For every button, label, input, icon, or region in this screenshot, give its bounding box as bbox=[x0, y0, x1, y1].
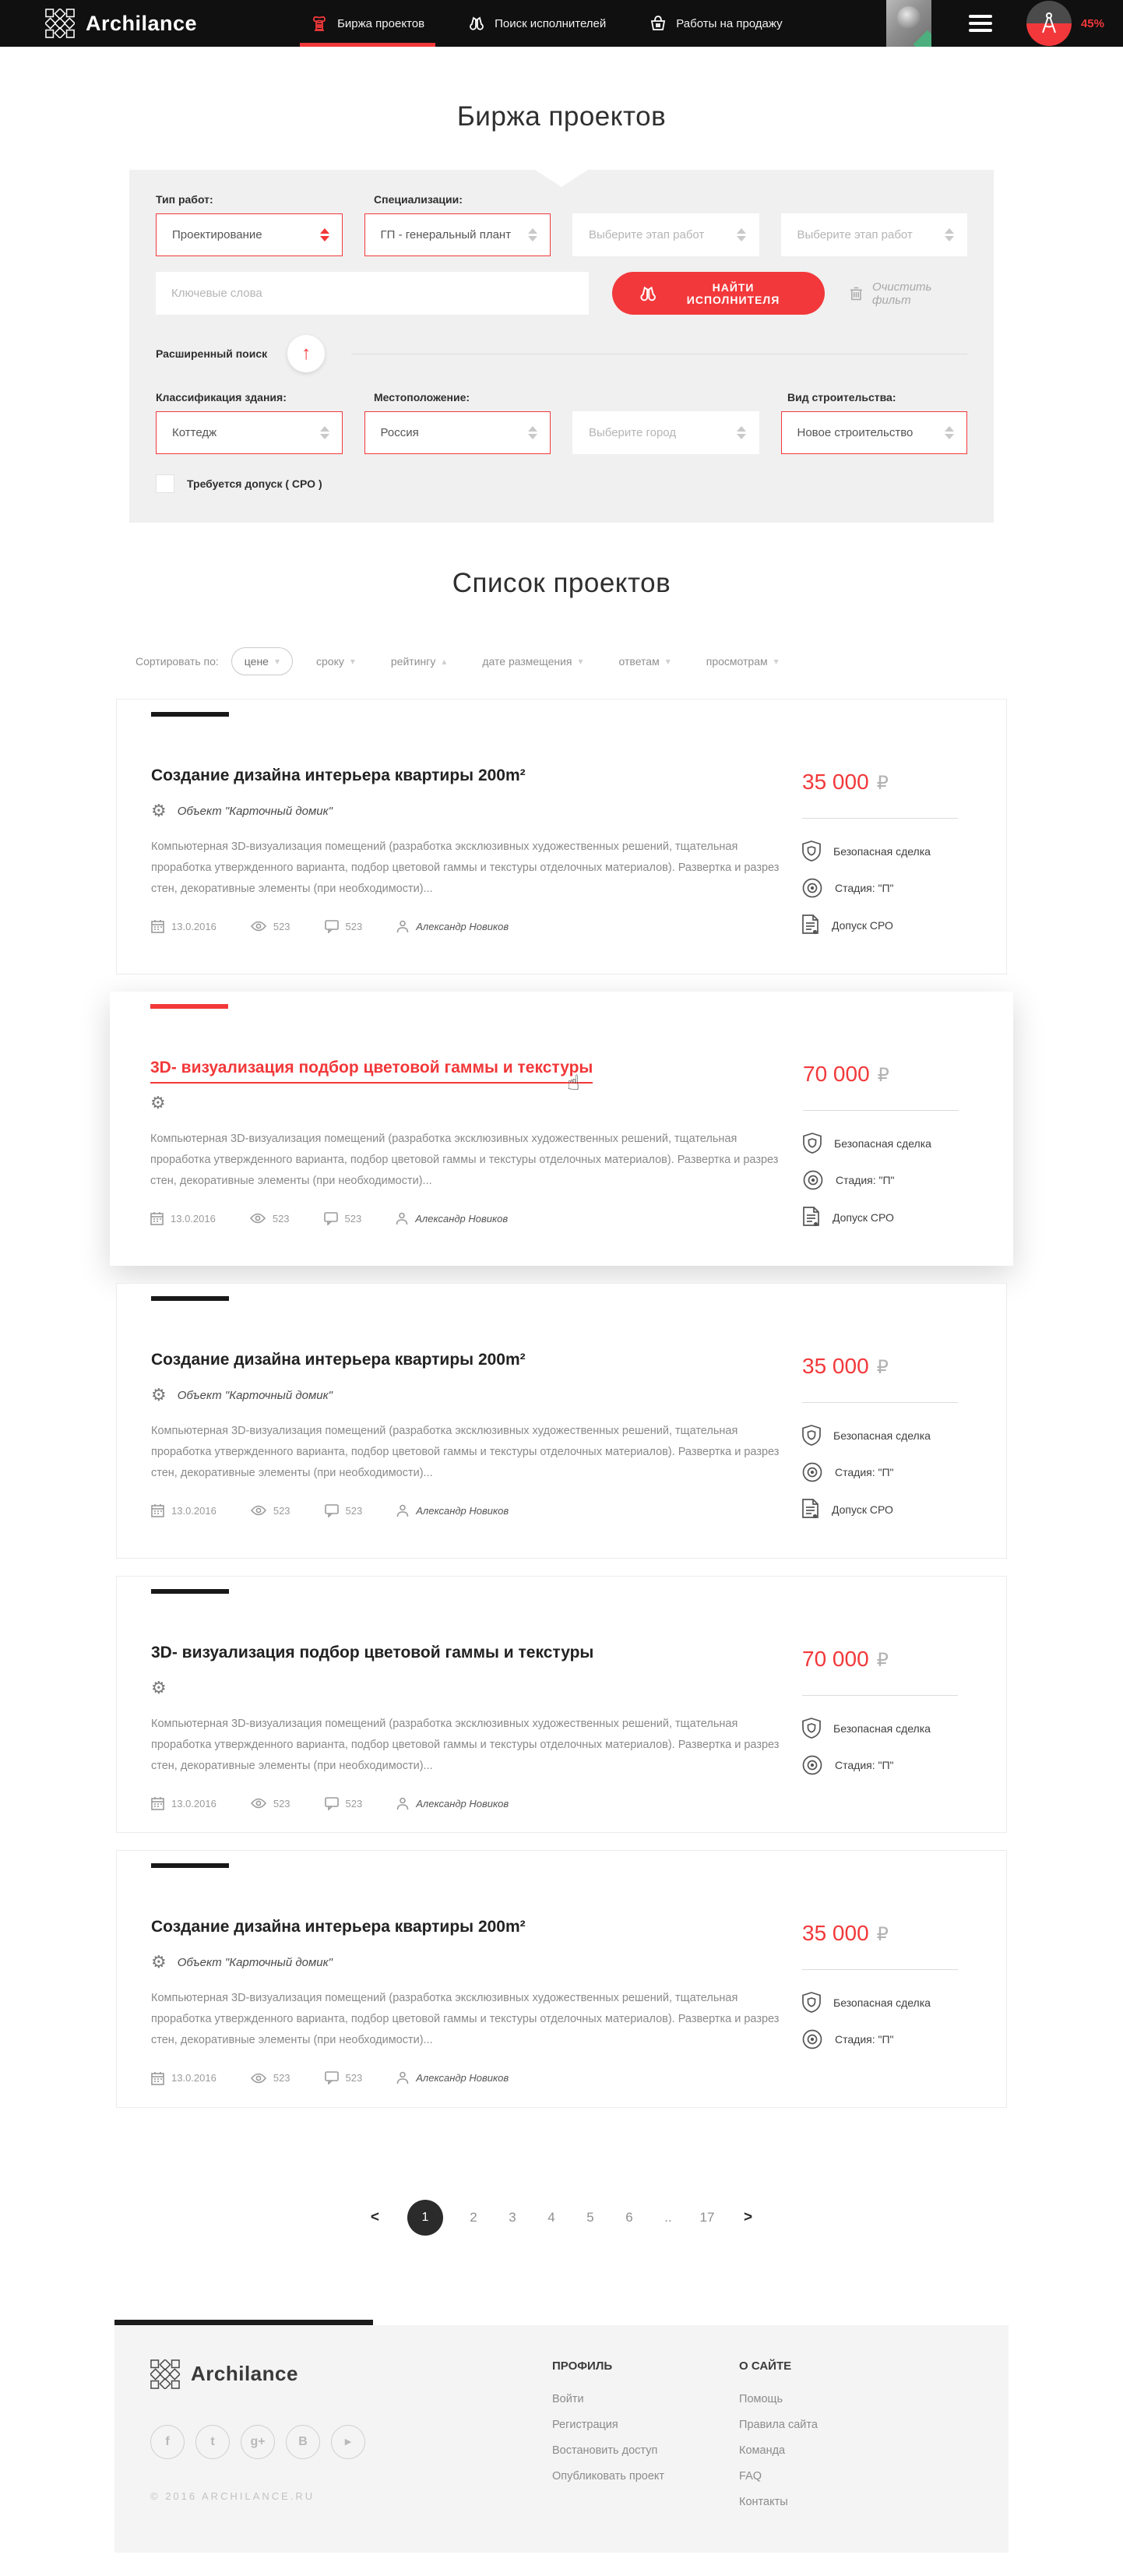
stage-icon bbox=[802, 2029, 822, 2049]
badge-label: Стадия: "П" bbox=[835, 1759, 894, 1771]
select-work-stage-1[interactable] bbox=[572, 213, 759, 256]
author-value: Александр Новиков bbox=[416, 2072, 509, 2084]
badge-label: Допуск СРО bbox=[832, 918, 893, 932]
page-5[interactable]: 5 bbox=[586, 2209, 594, 2225]
object-label: Объект "Карточный домик" bbox=[177, 804, 333, 818]
gear-icon: ⚙ bbox=[150, 1093, 166, 1112]
views-meta bbox=[251, 2072, 290, 2084]
sro-badge bbox=[802, 1499, 972, 1520]
nav-item-projects-exchange[interactable] bbox=[289, 0, 446, 47]
comments-meta bbox=[325, 1797, 363, 1810]
spec-label: Специализации: bbox=[374, 193, 463, 206]
views-value: 523 bbox=[273, 1504, 290, 1517]
sro-badge bbox=[803, 1207, 973, 1228]
advanced-search-label: Расширенный поиск bbox=[156, 347, 268, 360]
stage-icon bbox=[802, 1755, 822, 1775]
sort-arrow-icon: ▾ bbox=[350, 656, 355, 667]
safe-deal-badge bbox=[802, 840, 972, 862]
card-marker bbox=[151, 1863, 229, 1868]
footer-brand[interactable] bbox=[150, 2359, 477, 2389]
youtube-icon[interactable]: ▶ bbox=[331, 2425, 365, 2459]
sort-option-label: сроку bbox=[316, 655, 344, 668]
footer-link-register[interactable]: Регистрация bbox=[552, 2418, 618, 2431]
document-icon bbox=[802, 1499, 819, 1520]
stage-badge bbox=[802, 1755, 972, 1775]
person-icon bbox=[396, 1212, 408, 1225]
shield-icon bbox=[802, 1718, 821, 1739]
chevron-updown-icon bbox=[320, 228, 329, 241]
brand-name: Archilance bbox=[86, 11, 198, 35]
sort-option-label: просмотрам bbox=[706, 655, 768, 668]
header-right bbox=[886, 0, 1123, 47]
top-header bbox=[0, 0, 1123, 47]
badge-label: Стадия: "П" bbox=[835, 2033, 894, 2046]
select-specialization[interactable] bbox=[364, 213, 551, 256]
sort-by-answers[interactable] bbox=[619, 655, 671, 668]
select-city[interactable] bbox=[572, 411, 759, 454]
ruble-sign: ₽ bbox=[876, 1356, 889, 1378]
footer-profile-column bbox=[552, 2359, 664, 2521]
footer-brand-name: Archilance bbox=[191, 2362, 298, 2386]
construction-type-label: Вид строительства: bbox=[787, 391, 896, 403]
comments-value: 523 bbox=[344, 1212, 362, 1225]
author-meta[interactable] bbox=[396, 2071, 509, 2084]
eye-icon bbox=[251, 921, 266, 932]
author-meta[interactable] bbox=[396, 1212, 508, 1225]
nav-label: Поиск исполнителей bbox=[495, 16, 607, 30]
date-value: 13.0.2016 bbox=[171, 1504, 217, 1517]
profile-progress: 45% bbox=[1080, 16, 1104, 30]
calendar-icon bbox=[150, 1211, 164, 1225]
sort-arrow-icon: ▾ bbox=[578, 656, 583, 667]
select-value: ГП - генеральный плант bbox=[380, 228, 512, 241]
views-value: 523 bbox=[273, 2072, 290, 2084]
date-meta bbox=[151, 1503, 217, 1517]
object-row bbox=[151, 1954, 797, 1971]
views-meta bbox=[251, 1798, 290, 1810]
footer-section bbox=[110, 2320, 1013, 2553]
divider bbox=[803, 1110, 959, 1111]
select-value: Выберите город bbox=[589, 426, 677, 439]
stage-icon bbox=[802, 878, 822, 898]
sort-option-label: ответам bbox=[618, 655, 660, 668]
card-marker bbox=[151, 1589, 229, 1594]
document-icon bbox=[803, 1207, 820, 1228]
nav-label: Работы на продажу bbox=[676, 16, 783, 30]
gear-icon: ⚙ bbox=[151, 801, 167, 820]
find-performer-label: НАЙТИ ИСПОЛНИТЕЛЯ bbox=[686, 280, 780, 306]
footer-link-contacts[interactable]: Контакты bbox=[739, 2495, 788, 2508]
eye-icon bbox=[250, 1213, 266, 1224]
stage-icon bbox=[802, 1462, 822, 1482]
clear-filter-button[interactable] bbox=[850, 280, 967, 307]
person-icon bbox=[396, 2071, 409, 2084]
date-meta bbox=[151, 919, 217, 933]
calendar-icon bbox=[151, 919, 164, 933]
project-title[interactable]: 3D- визуализация подбор цветовой гаммы и текстуры bbox=[151, 1644, 594, 1662]
date-meta bbox=[150, 1211, 216, 1225]
brand[interactable] bbox=[0, 0, 197, 47]
safe-deal-badge bbox=[802, 1425, 972, 1446]
stage-icon bbox=[803, 1170, 823, 1190]
chevron-updown-icon bbox=[528, 426, 537, 439]
gear-icon: ⚙ bbox=[151, 1678, 167, 1697]
calendar-icon bbox=[151, 1503, 164, 1517]
author-value: Александр Новиков bbox=[415, 1212, 509, 1225]
author-meta[interactable] bbox=[396, 1797, 509, 1810]
sort-by-price[interactable] bbox=[231, 647, 293, 675]
page-ellipsis: .. bbox=[664, 2209, 672, 2225]
shield-icon bbox=[802, 840, 821, 862]
nav-item-works-for-sale[interactable] bbox=[628, 0, 804, 47]
comment-icon bbox=[325, 920, 339, 933]
footer-link-restore-access[interactable]: Востановить доступ bbox=[552, 2444, 658, 2457]
divider bbox=[802, 1695, 958, 1696]
select-value: Выберите этап работ bbox=[797, 228, 913, 241]
page-2[interactable]: 2 bbox=[470, 2209, 477, 2225]
project-title[interactable]: Создание дизайна интерьера квартиры 200m² bbox=[151, 766, 526, 784]
card-marker bbox=[151, 1296, 229, 1301]
chevron-updown-icon bbox=[737, 426, 746, 439]
nav-label: Биржа проектов bbox=[337, 16, 425, 30]
sro-checkbox[interactable] bbox=[156, 474, 174, 493]
project-card[interactable] bbox=[116, 1576, 1007, 1833]
sort-row bbox=[110, 647, 1013, 675]
views-value: 523 bbox=[273, 920, 290, 932]
sort-by-term[interactable] bbox=[316, 655, 355, 668]
safe-deal-badge bbox=[802, 1718, 972, 1739]
sort-label: Сортировать по: bbox=[136, 655, 219, 668]
clear-filter-label: Очистить фильт bbox=[871, 280, 932, 307]
gear-icon: ⚙ bbox=[151, 1952, 167, 1972]
profile-photo[interactable] bbox=[886, 0, 931, 47]
card-marker bbox=[151, 712, 229, 717]
chevron-updown-icon bbox=[945, 426, 954, 439]
badge-label: Стадия: "П" bbox=[835, 1466, 894, 1478]
sort-option-label: дате размещения bbox=[482, 655, 572, 668]
badge-list bbox=[802, 1992, 972, 2049]
footer-link-publish-project[interactable]: Опубликовать проект bbox=[552, 2469, 665, 2483]
footer-link-team[interactable]: Команда bbox=[739, 2444, 786, 2457]
calendar-icon bbox=[151, 2071, 164, 2085]
location-label: Местоположение: bbox=[374, 391, 470, 403]
project-card[interactable] bbox=[116, 1283, 1007, 1559]
author-meta[interactable] bbox=[396, 1504, 509, 1517]
shield-icon bbox=[802, 1992, 821, 2013]
sro-badge bbox=[802, 914, 972, 936]
comments-value: 523 bbox=[345, 1797, 363, 1810]
about-column-title: О САЙТЕ bbox=[739, 2359, 792, 2373]
stage-badge bbox=[802, 2029, 972, 2049]
author-value: Александр Новиков bbox=[416, 920, 509, 932]
card-marker bbox=[150, 1004, 228, 1009]
person-icon bbox=[396, 1797, 409, 1810]
sort-arrow-icon: ▾ bbox=[665, 656, 671, 667]
chevron-updown-icon bbox=[945, 228, 954, 241]
ruble-sign: ₽ bbox=[876, 1649, 889, 1671]
filter-panel bbox=[129, 170, 994, 523]
select-value: Коттедж bbox=[172, 426, 217, 439]
ruble-sign: ₽ bbox=[877, 1064, 889, 1086]
project-description: Компьютерная 3D-визуализация помещений (разработка эксклюзивных художественных решений, тщательная проработка утвержденного варианта, подбор цветовой гаммы и текстуры отделочных материалов). Развертка и разрез стен, декоративные элементы (при необходимости)... bbox=[150, 1133, 779, 1187]
comment-icon bbox=[325, 1797, 339, 1810]
archilance-logo-icon bbox=[45, 9, 75, 38]
archilance-logo-icon bbox=[150, 2359, 180, 2389]
pagination bbox=[110, 2200, 1013, 2236]
footer-link-faq[interactable]: FAQ bbox=[739, 2469, 762, 2483]
comments-value: 523 bbox=[345, 1504, 363, 1517]
project-description: Компьютерная 3D-визуализация помещений (разработка эксклюзивных художественных решений, тщательная проработка утвержденного варианта, подбор цветовой гаммы и текстуры отделочных материалов). Развертка и разрез стен, декоративные элементы (при необходимости)... bbox=[151, 1992, 780, 2047]
price-value: 35 000 bbox=[802, 1354, 869, 1378]
footer bbox=[114, 2325, 1009, 2553]
project-description: Компьютерная 3D-визуализация помещений (разработка эксклюзивных художественных решений, тщательная проработка утвержденного варианта, подбор цветовой гаммы и текстуры отделочных материалов). Развертка и разрез стен, декоративные элементы (при необходимости)... bbox=[151, 1425, 780, 1479]
comment-icon bbox=[325, 1504, 339, 1517]
project-list bbox=[110, 699, 1013, 2125]
views-meta bbox=[251, 1505, 290, 1517]
document-icon bbox=[802, 914, 819, 936]
views-value: 523 bbox=[273, 1797, 290, 1810]
binoculars-icon bbox=[639, 284, 657, 303]
twitter-icon[interactable]: t bbox=[195, 2425, 230, 2459]
nav-item-find-performers[interactable] bbox=[446, 0, 628, 47]
object-label: Объект "Карточный домик" bbox=[177, 1388, 333, 1402]
page-title: Биржа проектов bbox=[456, 101, 667, 132]
shield-icon bbox=[803, 1133, 822, 1154]
author-meta[interactable] bbox=[396, 920, 509, 933]
comment-icon bbox=[324, 1212, 338, 1225]
date-meta bbox=[151, 2071, 217, 2085]
date-meta bbox=[151, 1796, 217, 1810]
calendar-icon bbox=[151, 1796, 164, 1810]
comment-icon bbox=[325, 2071, 339, 2084]
badge-label: Допуск СРО bbox=[833, 1210, 894, 1224]
ruble-sign: ₽ bbox=[876, 1923, 889, 1946]
type-label: Тип работ: bbox=[156, 193, 213, 206]
select-value: Проектирование bbox=[172, 228, 262, 241]
project-card[interactable] bbox=[110, 992, 1013, 1266]
person-icon bbox=[396, 1504, 409, 1517]
safe-deal-badge bbox=[803, 1133, 973, 1154]
badge-list bbox=[802, 1718, 972, 1775]
select-work-stage-2[interactable] bbox=[781, 213, 968, 256]
object-row bbox=[151, 1679, 797, 1697]
date-value: 13.0.2016 bbox=[171, 2072, 217, 2084]
basket-icon bbox=[650, 15, 667, 32]
object-row bbox=[150, 1094, 797, 1112]
views-value: 523 bbox=[272, 1212, 290, 1225]
project-title[interactable]: Создание дизайна интерьера квартиры 200m² bbox=[151, 1351, 526, 1369]
sro-checkbox-label: Требуется допуск ( СРО ) bbox=[187, 477, 322, 490]
person-icon bbox=[396, 920, 409, 933]
badge-label: Стадия: "П" bbox=[835, 882, 894, 894]
badge-label: Безопасная сделка bbox=[833, 1429, 931, 1442]
project-title[interactable]: 3D- визуализация подбор цветовой гаммы и текстуры ☝ bbox=[150, 1059, 593, 1094]
badge-label: Стадия: "П" bbox=[836, 1174, 895, 1186]
comments-meta bbox=[325, 2071, 363, 2084]
cursor-hand-icon: ☝ bbox=[567, 1071, 580, 1094]
select-work-type[interactable] bbox=[156, 213, 343, 256]
collapse-arrow-icon[interactable]: ↑ bbox=[287, 335, 325, 372]
eye-icon bbox=[251, 2073, 266, 2084]
footer-top-bar bbox=[114, 2320, 373, 2325]
eye-icon bbox=[251, 1505, 266, 1516]
badge-list bbox=[802, 1425, 972, 1520]
badge-label: Безопасная сделка bbox=[834, 1136, 931, 1150]
page-17[interactable]: 17 bbox=[699, 2209, 715, 2225]
stage-badge bbox=[802, 1462, 972, 1482]
compass-icon bbox=[1039, 12, 1059, 35]
price-value: 70 000 bbox=[803, 1062, 870, 1086]
facebook-icon[interactable]: f bbox=[150, 2425, 185, 2459]
comments-meta bbox=[325, 1504, 363, 1517]
chevron-updown-icon bbox=[528, 228, 537, 241]
select-value: Новое строительство bbox=[797, 426, 914, 439]
select-value: Россия bbox=[380, 426, 419, 439]
comments-value: 523 bbox=[345, 2072, 363, 2084]
trash-icon bbox=[850, 286, 863, 301]
select-value: Выберите этап работ bbox=[589, 228, 705, 241]
avatar[interactable] bbox=[1026, 1, 1072, 46]
select-construction-type[interactable] bbox=[781, 411, 968, 454]
badge-label: Безопасная сделка bbox=[833, 1996, 931, 2009]
gear-icon: ⚙ bbox=[151, 1385, 167, 1404]
author-value: Александр Новиков bbox=[416, 1797, 509, 1810]
main-nav bbox=[289, 0, 804, 47]
date-value: 13.0.2016 bbox=[171, 920, 217, 932]
behance-icon[interactable]: B bbox=[286, 2425, 320, 2459]
find-performer-button[interactable] bbox=[612, 272, 825, 315]
divider bbox=[802, 818, 958, 819]
chevron-updown-icon bbox=[320, 426, 329, 439]
project-card[interactable] bbox=[116, 699, 1007, 974]
views-meta bbox=[250, 1213, 290, 1225]
price-value: 35 000 bbox=[802, 770, 869, 794]
copyright: © 2016 ARCHILANCE.RU bbox=[150, 2490, 315, 2502]
footer-link-help[interactable]: Помощь bbox=[739, 2392, 783, 2405]
price-value: 70 000 bbox=[802, 1647, 869, 1671]
ruble-sign: ₽ bbox=[876, 772, 889, 794]
object-label: Объект "Карточный домик" bbox=[177, 1955, 333, 1969]
price-value: 35 000 bbox=[802, 1921, 869, 1946]
views-meta bbox=[251, 921, 290, 932]
date-value: 13.0.2016 bbox=[171, 1212, 216, 1225]
sort-arrow-icon: ▾ bbox=[773, 656, 779, 667]
eye-icon bbox=[251, 1798, 266, 1809]
column-icon bbox=[311, 15, 328, 32]
safe-deal-badge bbox=[802, 1992, 972, 2013]
divider bbox=[802, 1969, 958, 1970]
page-4[interactable]: 4 bbox=[547, 2209, 555, 2225]
project-description: Компьютерная 3D-визуализация помещений (разработка эксклюзивных художественных решений, тщательная проработка утвержденного варианта, подбор цветовой гаммы и текстуры отделочных материалов). Развертка и разрез стен, декоративные элементы (при необходимости)... bbox=[151, 840, 780, 895]
sort-by-rating[interactable] bbox=[391, 655, 447, 668]
author-value: Александр Новиков bbox=[416, 1504, 509, 1517]
sort-by-date[interactable] bbox=[482, 655, 583, 668]
page-3[interactable]: 3 bbox=[509, 2209, 516, 2225]
shield-icon bbox=[802, 1425, 821, 1446]
page-6[interactable]: 6 bbox=[625, 2209, 633, 2225]
object-row bbox=[151, 802, 797, 819]
date-value: 13.0.2016 bbox=[171, 1797, 217, 1810]
divider bbox=[802, 1402, 958, 1403]
comments-value: 523 bbox=[345, 920, 363, 932]
footer-link-login[interactable]: Войти bbox=[552, 2392, 584, 2405]
chevron-updown-icon bbox=[737, 228, 746, 241]
stage-badge bbox=[802, 878, 972, 898]
projects-title: Список проектов bbox=[452, 568, 671, 598]
project-card[interactable] bbox=[116, 1850, 1007, 2107]
comments-meta bbox=[324, 1212, 362, 1225]
badge-label: Безопасная сделка bbox=[833, 1721, 931, 1735]
page-1-current[interactable]: 1 bbox=[407, 2200, 443, 2236]
sort-option-label: цене bbox=[244, 655, 269, 668]
profile-column-title: ПРОФИЛЬ bbox=[552, 2359, 613, 2373]
select-building-class[interactable] bbox=[156, 411, 343, 454]
select-country[interactable] bbox=[364, 411, 551, 454]
badge-label: Безопасная сделка bbox=[833, 844, 931, 858]
next-page-button[interactable]: > bbox=[744, 2208, 753, 2225]
badge-label: Допуск СРО bbox=[832, 1503, 893, 1516]
project-description: Компьютерная 3D-визуализация помещений (разработка эксклюзивных художественных решений, тщательная проработка утвержденного варианта, подбор цветовой гаммы и текстуры отделочных материалов). Развертка и разрез стен, декоративные элементы (при необходимости)... bbox=[151, 1718, 780, 1772]
sort-arrow-icon: ▴ bbox=[442, 656, 447, 667]
building-class-label: Классификация здания: bbox=[156, 391, 287, 403]
social-links bbox=[150, 2425, 477, 2459]
object-row bbox=[151, 1387, 797, 1404]
menu-icon[interactable] bbox=[969, 15, 992, 32]
comments-meta bbox=[325, 920, 363, 933]
sort-option-label: рейтингу bbox=[390, 655, 436, 668]
google-plus-icon[interactable]: g+ bbox=[241, 2425, 275, 2459]
prev-page-button[interactable]: < bbox=[370, 2208, 379, 2225]
binoculars-icon bbox=[468, 15, 485, 32]
stage-badge bbox=[803, 1170, 973, 1190]
keywords-input[interactable] bbox=[156, 272, 589, 315]
badge-list bbox=[803, 1133, 973, 1228]
footer-link-site-rules[interactable]: Правила сайта bbox=[739, 2418, 818, 2431]
sort-arrow-icon: ▾ bbox=[274, 656, 280, 667]
sort-by-views[interactable] bbox=[706, 655, 779, 668]
badge-list bbox=[802, 840, 972, 936]
project-title[interactable]: Создание дизайна интерьера квартиры 200m² bbox=[151, 1918, 526, 1936]
footer-about-column bbox=[739, 2359, 818, 2521]
